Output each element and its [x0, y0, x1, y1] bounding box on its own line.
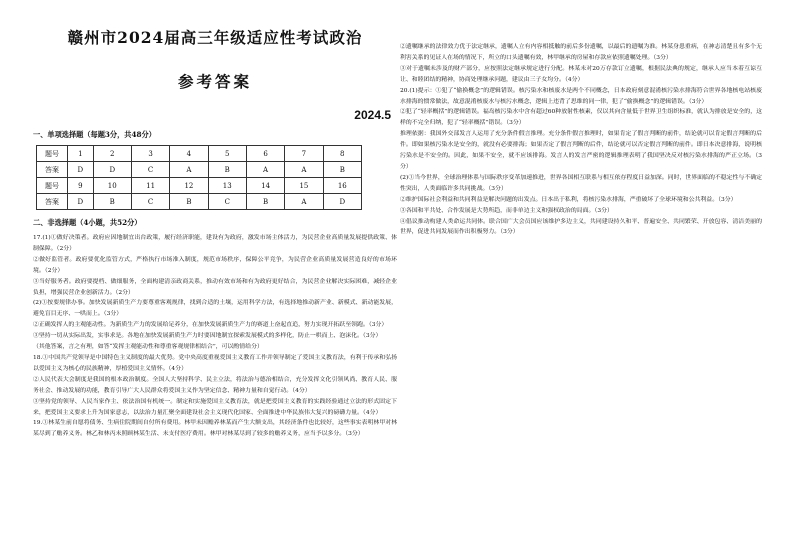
answer-paragraph: (2)①当今世界，全球治理体系与国际秩序变革加速推进，世界各国相互联系与相互依存程度日益加深。同时，世界面临的不稳定性与不确定性突出，人类面临许多共同挑战。（3分）	[400, 174, 762, 192]
answer-table	[36, 145, 362, 210]
table-cell: 5	[208, 146, 246, 162]
table-cell: B	[93, 194, 131, 210]
section2-heading: 二、非选择题（4小题，共52分）	[33, 218, 142, 227]
table-row	[37, 162, 362, 178]
answer-paragraph: 19.①林某生前自愿将债务、生病住院期间自付所有费用。林甲未因赡养林某而产生大额支出，其经济条件也比较好，这些事实表明林甲对林某尽到了赡养义务。林乙和林丙未照顾林某生活、未支付医疗费用。林甲对林某尽到了较多的赡养义务，应当予以多分。（3分）	[33, 420, 397, 438]
table-cell: 8	[323, 146, 361, 162]
table-cell: D	[68, 162, 94, 178]
answer-paragraph: ②遗嘱继承的法律效力优于法定继承，遗嘱人立有内容相抵触的前后多份遗嘱，以最后的遗嘱为准。林某身患重病，在神志清楚且有多个无利害关系的见证人在场的情况下，所立的口头遗嘱有效，林甲继承的房屋和存款应依照遗嘱处理。（3分）	[400, 44, 762, 61]
table-cell: B	[246, 194, 284, 210]
answer-paragraph: ④倡议推动构建人类命运共同体。联合国广大会员国应该维护多边主义，共同建设持久和平、普遍安全、共同繁荣、开放包容、清洁美丽的世界，促进共同发展而作出积极努力。（3分）	[400, 218, 762, 236]
answer-paragraph: ③当好服务者。政府要提档、做细服务，全面构建清亲政商关系，推动有效市场和有为政府更好结合，为民营企业解决实际困难，减轻企业负担，增强民营企业创新活力。（2分）	[33, 278, 397, 296]
table-cell: C	[131, 162, 169, 178]
table-cell: D	[323, 194, 361, 210]
table-cell: 10	[93, 178, 131, 194]
table-row	[37, 178, 362, 194]
answer-paragraph: 17.(1)①做好决策者。政府应因地制宜出台政策，履行经济职能，建设有为政府，激发市场主体活力，为民营企业高质量发展提供政策、体制保障。（2分）	[33, 235, 397, 252]
answer-paragraph: 20.(1)提示：①犯了“偷换概念”的逻辑错误。核污染水和核废水是两个不同概念，日本政府刻意混淆核污染水排海符合世界各地核电站核废水排海的惯常做法，故意混淆核废水与核污水概念，逻辑上违背了思维的同一律，犯了“偷换概念”的逻辑错误。（3分）	[400, 87, 762, 105]
row-label: 答案	[37, 194, 68, 210]
table-cell: 9	[68, 178, 94, 194]
row-label: 答案	[37, 162, 68, 178]
table-cell: 4	[170, 146, 208, 162]
answer-paragraph: ②犯了“轻率概括”的逻辑错误。福岛核污染水中含有超过60种放射性核素，仅以其向含量低于世界卫生组织标准，就认为排放是安全的，这样的不完全归纳，犯了“轻率概括”错误。（3分）	[400, 109, 762, 127]
table-cell: 6	[246, 146, 284, 162]
table-cell: 14	[246, 178, 284, 194]
document-date: 2024.5	[354, 108, 391, 122]
table-cell: 12	[170, 178, 208, 194]
answer-paragraph: （其他答案，言之有理，如答“发挥主观能动性和尊重客观规律相结合”，可以酌情给分）	[33, 344, 263, 351]
table-cell: A	[285, 162, 323, 178]
table-cell: 7	[285, 146, 323, 162]
table-cell: B	[208, 162, 246, 178]
table-cell: A	[170, 162, 208, 178]
table-row	[37, 194, 362, 210]
table-row	[37, 146, 362, 162]
table-cell: C	[208, 194, 246, 210]
section1-heading: 一、单项选择题（每题3分，共48分）	[33, 130, 156, 139]
table-cell: 16	[323, 178, 361, 194]
table-cell: B	[323, 162, 361, 178]
table-cell: C	[131, 194, 169, 210]
answer-paragraph: ②正确发挥人的主观能动性。为新质生产力的发展给足养分，在加快发展新质生产力的赛道上奋起直追，努力实现开拓跃至领跑。（3分）	[33, 322, 388, 329]
table-cell: 11	[131, 178, 169, 194]
answer-paragraph: (2)①按要规律办事。加快发展新质生产力要尊重客观规律，找到合适的土壤，运用科学方法，有选择地推动新产业、新模式、新动能发展，避免盲目无序、一哄而上。（3分）	[33, 300, 397, 318]
table-cell: A	[285, 194, 323, 210]
table-cell: D	[93, 162, 131, 178]
answer-paragraph: ③坚持党的领导、人民当家作主、依法治国有机统一。制定和实施爱国主义教育法，就是把爱国主义教育的实践经验通过立法的形式固定下来，把爱国主义要求上升为国家意志，以法治力量汇聚全面建设社会主义现代化国家、全面推进中华民族伟大复兴的磅礴力量。（4分）	[33, 398, 397, 416]
table-cell: 2	[93, 146, 131, 162]
table-cell: 13	[208, 178, 246, 194]
table-cell: A	[246, 162, 284, 178]
table-cell: 15	[285, 178, 323, 194]
page-title: 赣州市2024届高三年级适应性考试政治	[67, 28, 363, 47]
page-subtitle: 参考答案	[177, 72, 252, 91]
answer-paragraph: ②维护国际社会利益和共同利益是解决问题的出发点。日本出于私利，将核污染水排海，严重破坏了全球环境和公共利益。（3分）	[400, 196, 737, 203]
left-column	[33, 10, 397, 440]
answer-paragraph: ②做好监管者。政府要优化监管方式，严格执行市场准入制度，规范市场秩序，保障公平竞争，为民营企业高质量发展营造良好的市场环境。（2分）	[33, 256, 397, 274]
row-label: 题号	[37, 178, 68, 194]
table-cell: 1	[68, 146, 94, 162]
answer-paragraph: ②人民代表大会制度是我国的根本政治制度。全国人大坚持科学、民主立法，将法治与德治相结合，充分发挥文化引领风尚、教育人民、服务社会、推动发展的功能，教育引导广大人民群众将爱国主义作为坚定信念、精神力量和自觉行动。（4分）	[33, 376, 397, 394]
answer-paragraph: ③各国和平共处、合作发展是大势所趋，而非单边主义和强权政治的局面。（3分）	[400, 207, 613, 214]
table-cell: 3	[131, 146, 169, 162]
answer-paragraph: 18.①中国共产党领导是中国特色主义制度的最大优势。党中央高度重视爱国主义教育工作并领导制定了爱国主义教育法，有利于传承和弘扬以爱国主义为核心的民族精神，厚植爱国主义情怀。（4分）	[33, 354, 397, 372]
table-cell: B	[170, 194, 208, 210]
right-column	[400, 42, 762, 238]
table-cell: D	[68, 194, 94, 210]
row-label: 题号	[37, 146, 68, 162]
answer-paragraph: ③对于遗嘱未涉及的财产部分，应按照法定继承规定进行分配。林某未对20万存款订立遗嘱，根据民法典的规定，继承人应当本着互谅互让、和睦团结的精神，协商处理继承问题，建议由三子女均分。（4分）	[400, 65, 762, 83]
answer-paragraph: ③坚持一切从实际出发，实事求是。各地在加快发展新质生产力时要因地制宜探索发展模式的多样化，防止一哄而上、泡沫化。（3分）	[33, 333, 382, 340]
answer-paragraph: 推理依据：我国外交部发言人运用了充分条件假言推理。充分条件假言推理时，如果肯定了假言判断的前件，结论就可以肯定假言判断的后件。即如果核污染水是安全的，就没有必要排海；如果否定了假言判断的后件，结论就可以否定假言判断的前件。即日本决意排海，说明核污染水是不安全的。因此，如果不安全，就不应该排海。发言人的发言严密的逻辑推理表明了我国坚决反对核污染水排海的严正立场。（3分）	[400, 131, 762, 170]
